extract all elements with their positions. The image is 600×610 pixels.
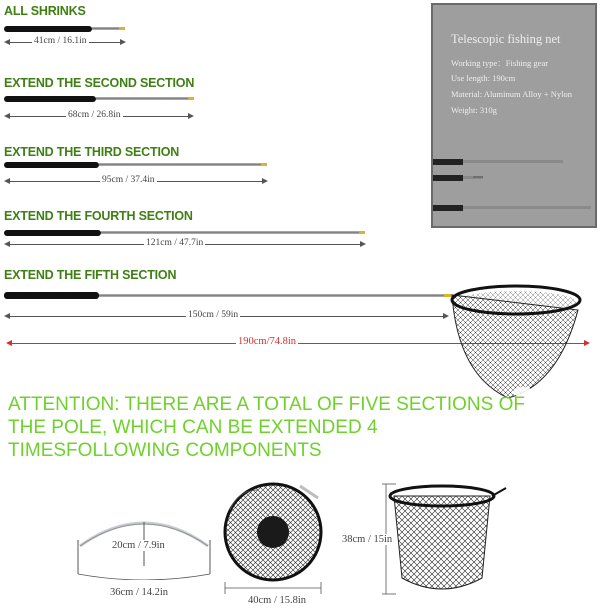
dimension-text: 121cm / 47.7in (146, 238, 204, 248)
spec-panel (431, 3, 597, 228)
spec-title: Telescopic fishing net (451, 32, 561, 46)
pole-shaft (99, 163, 261, 166)
spec-use-length: Use length: 190cm (451, 73, 516, 83)
pole-handle (4, 26, 92, 32)
pole-handle (4, 292, 99, 299)
pole-shaft (92, 27, 120, 30)
section-label-second: EXTEND THE SECOND SECTION (4, 76, 195, 90)
section-label-fourth: EXTEND THE FOURTH SECTION (4, 209, 193, 223)
arrow-left-icon (4, 39, 10, 45)
pole-handle (4, 162, 99, 168)
total-length-text: 190cm/74.8in (238, 336, 297, 347)
attention-notice: ATTENTION: THERE ARE A TOTAL OF FIVE SECTIONS OF THE POLE, WHICH CAN BE EXTENDED 4 TIMESFOLLOWING COMPONENTS (8, 394, 525, 461)
pole-photo-background (433, 155, 595, 215)
pole-handle (4, 96, 96, 102)
arrow-left-icon (4, 313, 10, 319)
frame-height-text: 20cm / 7.9in (112, 540, 165, 551)
pole-tip (261, 163, 267, 166)
landing-net-illustration (438, 280, 600, 405)
arrow-left-icon (4, 178, 10, 184)
pole-tip (119, 27, 125, 30)
section-label-third: EXTEND THE THIRD SECTION (4, 145, 180, 159)
section-label-all-shrinks: ALL SHRINKS (4, 4, 86, 18)
spec-working-type: Working type：Fishing gear (451, 58, 549, 68)
pole-shaft (96, 97, 188, 100)
pole-tip (188, 97, 194, 100)
arrow-left-icon (4, 241, 10, 247)
round-net-illustration (218, 470, 328, 596)
pole-tip (359, 231, 365, 234)
pole-shaft (99, 294, 445, 297)
net-diameter-text: 40cm / 15.8in (248, 595, 307, 606)
section-label-fifth: EXTEND THE FIFTH SECTION (4, 268, 177, 282)
arrow-left-icon (4, 113, 10, 119)
dimension-text: 68cm / 26.8in (68, 110, 121, 120)
dimension-text: 150cm / 59in (188, 310, 239, 320)
dimension-text: 41cm / 16.1in (34, 36, 87, 46)
dimension-text: 95cm / 37.4in (102, 175, 155, 185)
net-depth-text: 38cm / 15in (342, 534, 393, 545)
frame-width-text: 36cm / 14.2in (110, 587, 169, 598)
arrow-right-icon (120, 39, 126, 45)
pole-shaft (101, 231, 359, 234)
spec-weight: Weight: 310g (451, 105, 497, 115)
spec-material: Material: Aluminum Alloy + Nylon (451, 89, 572, 99)
arrow-right-icon (188, 113, 194, 119)
pole-handle (4, 230, 101, 236)
arrow-right-icon (360, 241, 366, 247)
arrow-left-icon (6, 340, 12, 346)
arrow-right-icon (262, 178, 268, 184)
